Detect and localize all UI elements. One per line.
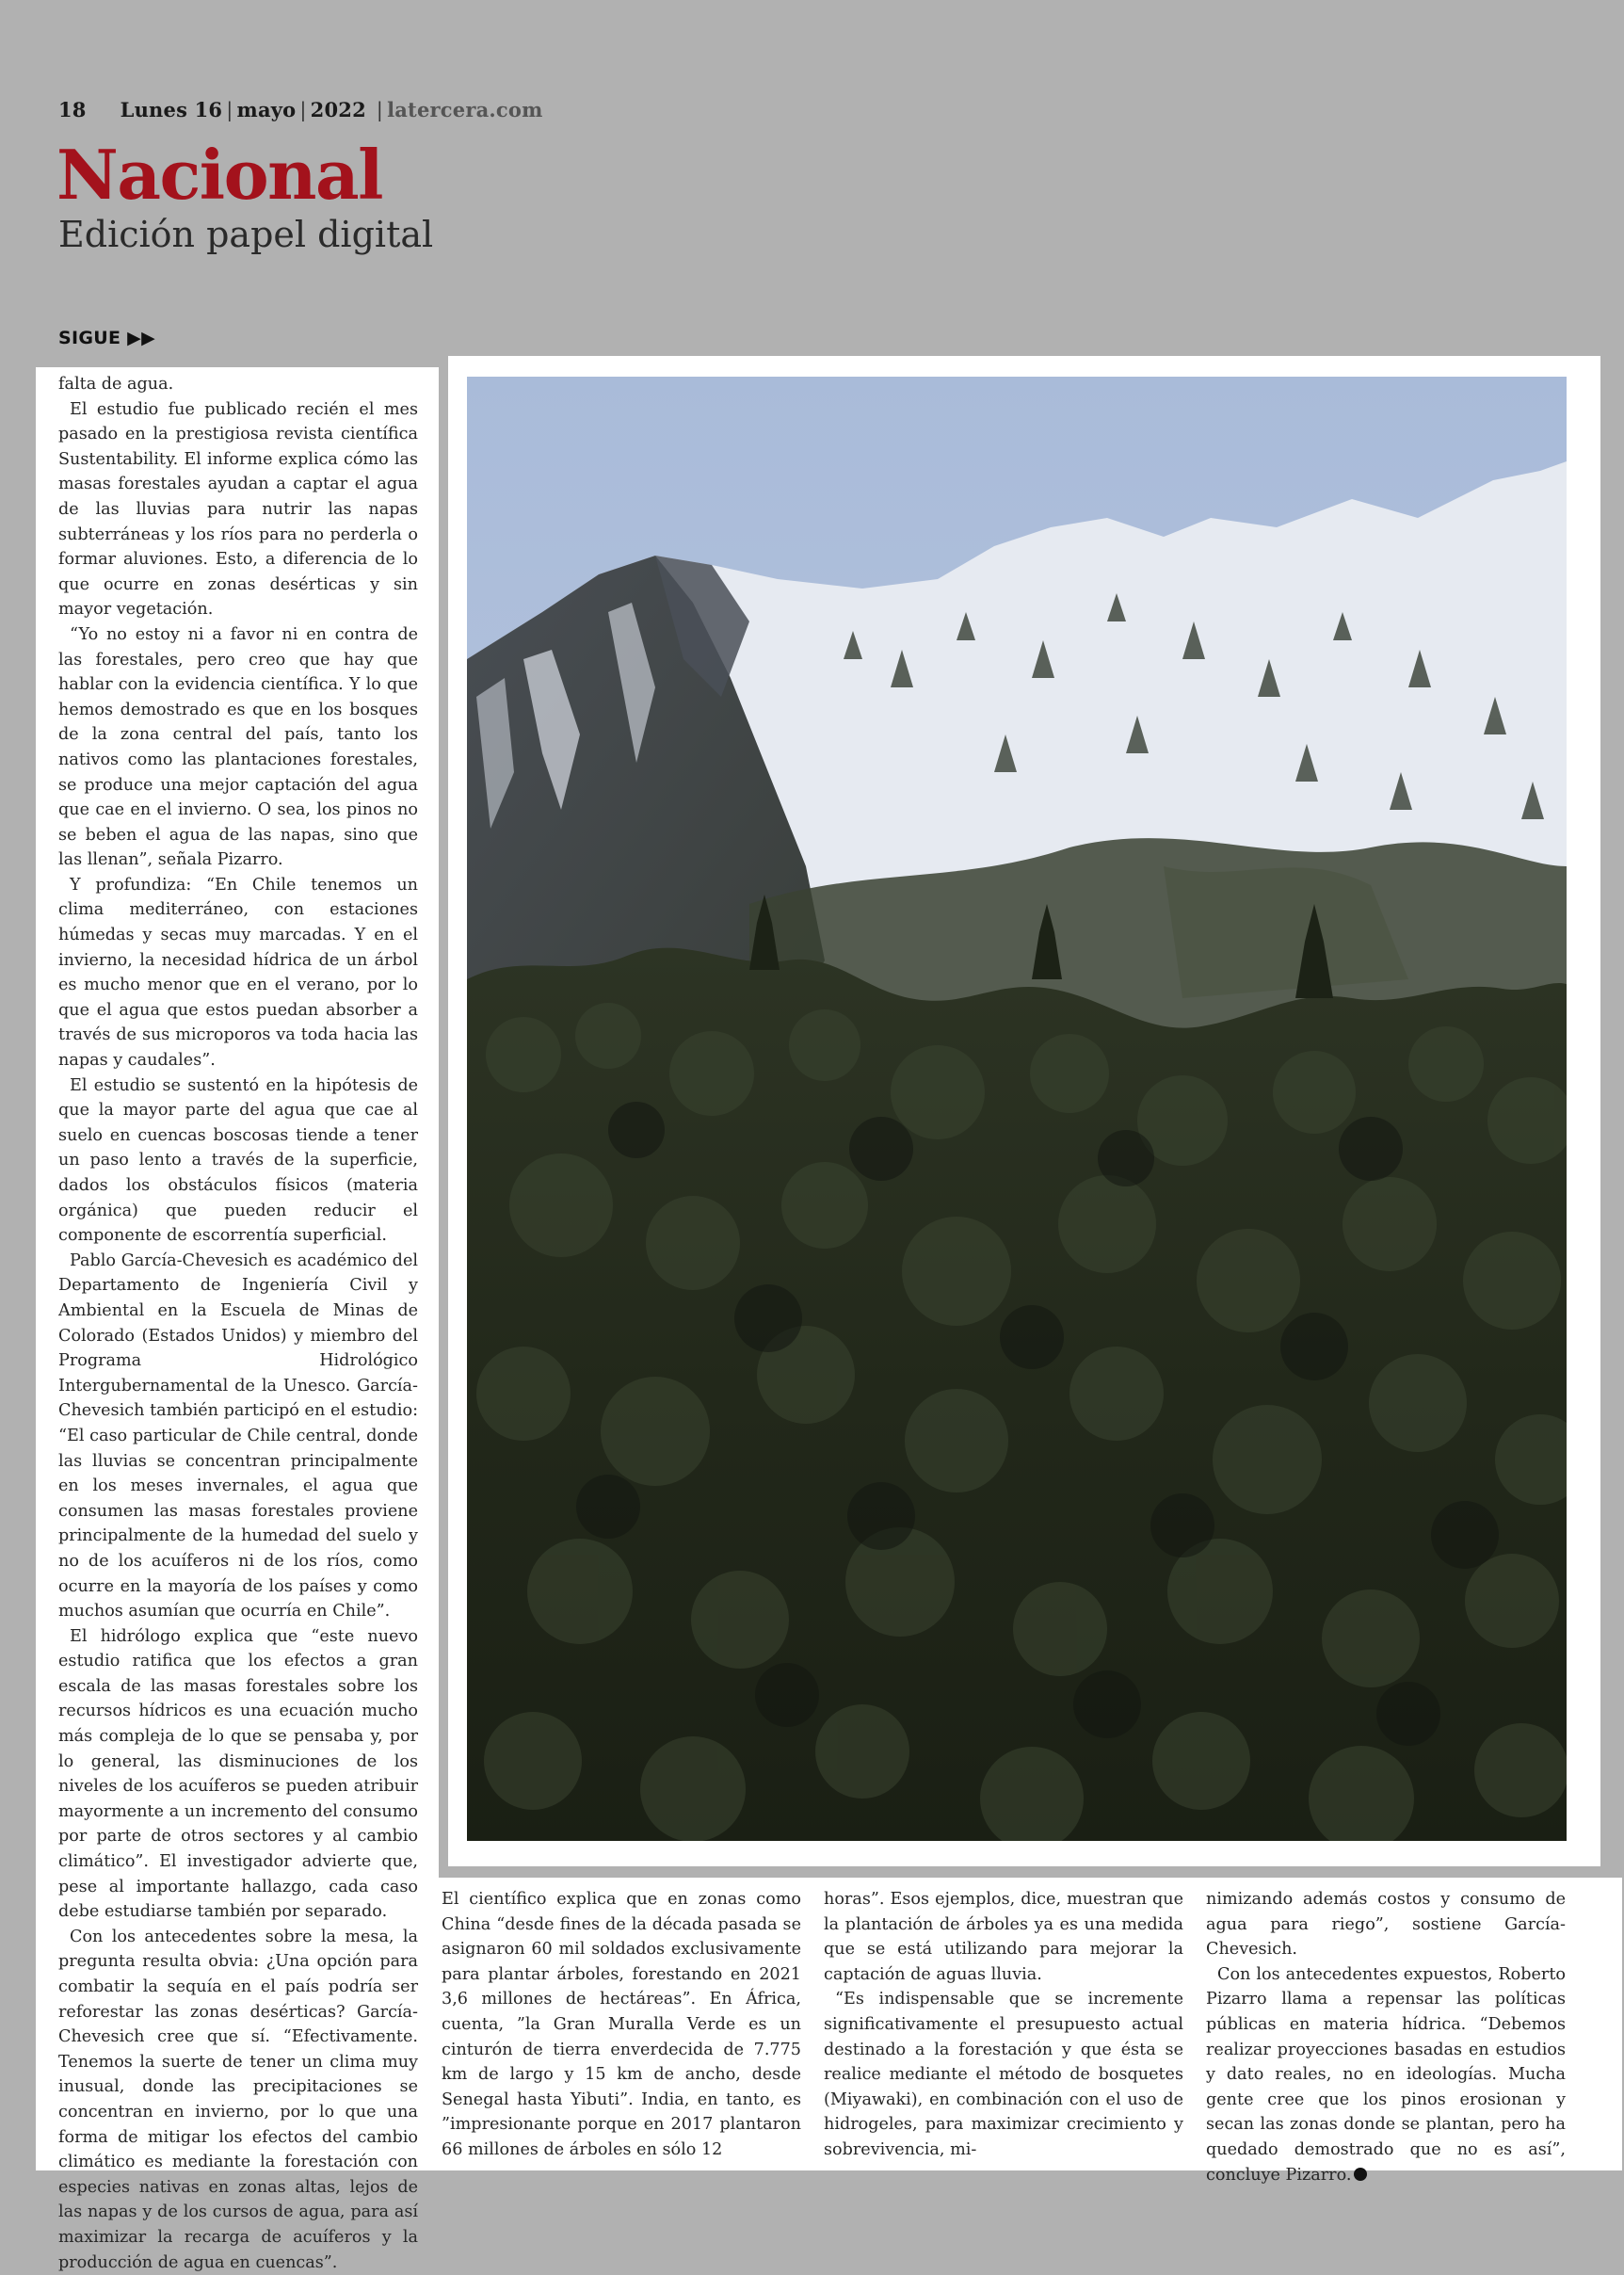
date-year: 2022 (310, 98, 366, 121)
article-column-1 (58, 372, 418, 2275)
article-paragraph: “Yo no estoy ni a favor ni en contra de las forestales, pero creo que hay que hablar con la evidencia científica. Y lo que hemos demostrado es que en los bosques de la zona central del país, tanto los nativos como las plantaciones forestales, se produce una mejor captación del agua que cae en el invierno. O sea, los pinos no se beben el agua de las napas, sino que las llenan”, señala Pizarro. (58, 624, 418, 870)
site-link[interactable]: latercera.com (387, 98, 543, 121)
section-subtitle: Edición papel digital (58, 214, 434, 255)
page-header-line (58, 98, 543, 121)
page-number: 18 (58, 98, 87, 121)
article-paragraph: “Es indispensable que se incremente significativamente el presupuesto actual destinado a la forestación y que ésta se realice mediante el método de bosquetes (Miyawaki), en combinación con el uso de hidrogeles, para maximizar crecimiento y sobrevivencia, mi- (824, 1990, 1183, 2159)
separator: | (299, 99, 307, 121)
article-paragraph: horas”. Esos ejemplos, dice, muestran que la plantación de árboles ya es una medida que se está utilizando para mejorar la captación de aguas lluvia. (824, 1890, 1183, 1984)
article-paragraph: El científico explica que en zonas como China “desde fines de la década pasada se asignaron 60 mil soldados exclusivamente para plantar árboles, forestando en 2021 3,6 millones de hectáreas”. En África, cuenta, ”la Gran Muralla Verde es un cinturón de tierra enverdecida de 7.775 km de largo y 15 km de ancho, desde Senegal hasta Yibuti”. India, en tanto, es ”impresionante porque en 2017 plantaron 66 millones de árboles en sólo 12 (442, 1890, 801, 2159)
article-column-3 (824, 1887, 1183, 2163)
article-column-4 (1206, 1887, 1566, 2187)
article-paragraph: Pablo García-Chevesich es académico del Departamento de Ingeniería Civil y Ambiental en la Escuela de Minas de Colorado (Estados Unidos) y miembro del Programa Hidrológico Intergubernamental de la Unesco. García-Chevesich también participó en el estudio: “El caso particular de Chile central, donde las lluvias se concentran principalmente en los meses invernales, el agua que consumen las masas forestales proviene principalmente de la humedad del suelo y no de los acuíferos ni de los ríos, como ocurre en la mayoría de los países y como muchos asumían que ocurría en Chile”. (58, 1250, 418, 1622)
article-paragraph: El estudio fue publicado recién el mes pasado en la prestigiosa revista científica Sustentability. El informe explica cómo las masas forestales ayudan a captar el agua de las lluvias para nutrir las napas subterráneas y los ríos para no perderla o formar aluviones. Esto, a diferencia de lo que ocurre en zonas desérticas y sin mayor vegetación. (58, 399, 418, 620)
mountain-forest-photo (467, 377, 1567, 1841)
article-paragraph: El estudio se sustentó en la hipótesis de que la mayor parte del agua que cae al suelo en cuencas boscosas tiende a tener un paso lento a través de la superficie, dados los obstáculos físicos (materia orgánica) que pueden reducir el componente de escorrentía superficial. (58, 1075, 418, 1246)
section-title: Nacional (56, 135, 383, 215)
separator: | (369, 99, 384, 121)
article-paragraph: Y profundiza: “En Chile tenemos un clima mediterráneo, con estaciones húmedas y secas muy marcadas. Y en el invierno, la necesidad hídrica de un árbol es mucho menor que en el verano, por lo que el agua que estos puedan absorber a través de sus microporos va toda hacia las napas y caudales”. (58, 875, 418, 1071)
date-day: Lunes 16 (120, 98, 223, 121)
article-column-2 (442, 1887, 801, 2163)
date-month: mayo (236, 98, 297, 121)
article-paragraph: Con los antecedentes sobre la mesa, la pregunta resulta obvia: ¿Una opción para combatir la sequía en el país podría ser reforestar las zonas desérticas? García-Chevesich cree que sí. “Efectivamente. Tenemos la suerte de tener un clima muy inusual, donde las precipitaciones se concentran en invierno, por lo que una forma de mitigar los efectos del cambio climático es mediante la forestación con especies nativas en zonas altas, lejos de las napas y de los cursos de agua, para así maximizar la recarga de acuíferos y la producción de agua en cuencas”. (58, 1927, 418, 2272)
article-paragraph: El hidrólogo explica que “este nuevo estudio ratifica que los efectos a gran escala de las masas forestales sobre los recursos hídricos es una ecuación mucho más compleja de lo que se pensaba y, por lo general, las disminuciones de los niveles de los acuíferos se pueden atribuir mayormente a un incremento del consumo por parte de otros sectores y al cambio climático”. El investigador advierte que, pese al importante hallazgo, cada caso debe estudiarse también por separado. (58, 1626, 418, 1922)
continue-label: SIGUE ▶▶ (58, 328, 155, 348)
article-paragraph: nimizando además costos y consumo de agua para riego”, sostiene García-Chevesich. (1206, 1890, 1566, 1960)
article-paragraph: Con los antecedentes expuestos, Roberto Pizarro llama a repensar las políticas públicas en materia hídrica. “Debemos realizar proyecciones basadas en estudios y dato reales, no en ideologías. Mucha gente cree que los pinos erosionan y secan las zonas donde se plantan, pero ha quedado demostrado que no es así”, concluye Pizarro. (1206, 1964, 1566, 2185)
end-mark-icon (1354, 2168, 1367, 2181)
article-paragraph: falta de agua. (58, 375, 174, 394)
separator: | (226, 99, 233, 121)
